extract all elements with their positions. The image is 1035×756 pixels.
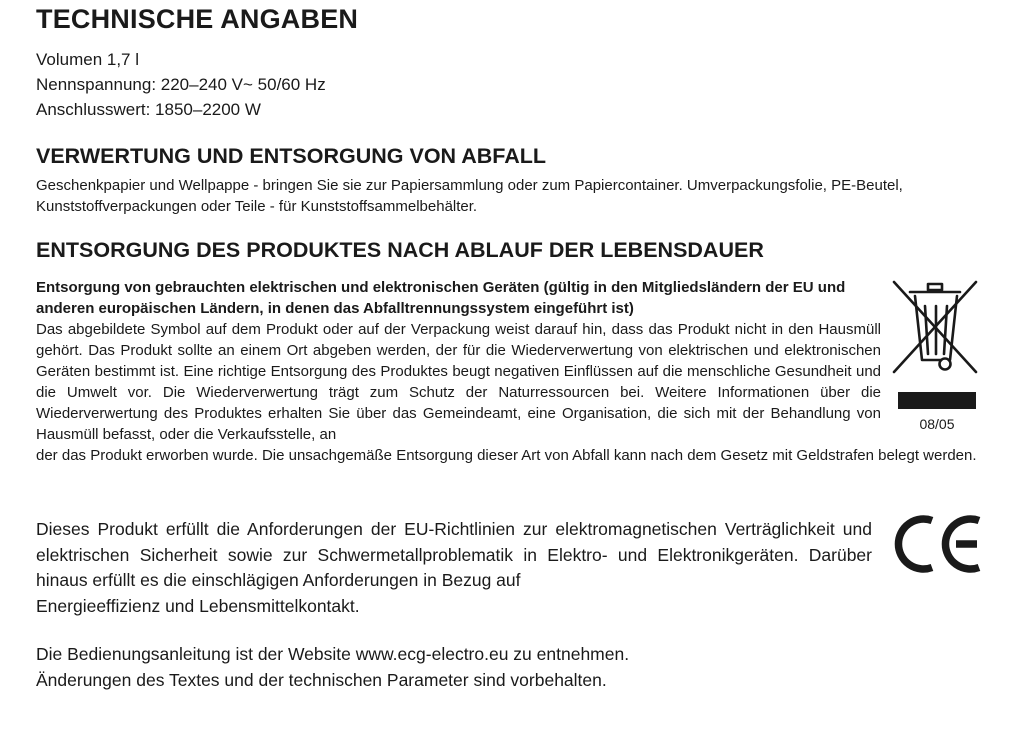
compliance-text-last: Energieeffizienz und Lebensmittelkontakt. xyxy=(36,595,360,616)
spec-volume: Volumen 1,7 l xyxy=(36,50,140,69)
spec-power: Anschlusswert: 1850–2200 W xyxy=(36,100,261,119)
disposal-title: ENTSORGUNG DES PRODUKTES NACH ABLAUF DER LEBENSDAUER xyxy=(36,238,764,262)
footer-notes xyxy=(36,642,629,693)
waste-title: VERWERTUNG UND ENTSORGUNG VON ABFALL xyxy=(36,144,547,168)
spec-voltage: Nennspannung: 220–240 V~ 50/60 Hz xyxy=(36,75,326,94)
footer-manual-note: Die Bedienungsanleitung ist der Website www.ecg-electro.eu zu entnehmen. xyxy=(36,644,630,664)
weee-underline-bar xyxy=(898,392,976,409)
disposal-body-main: Das abgebildete Symbol auf dem Produkt oder auf der Verpackung weist darauf hin, dass das Produkt nicht in den Hausmüll gehört. Das Produkt sollte an einem Ort abgeben werden, der für die Wiederverwertung von elektrischen und elektronischen Geräten bestimmt ist. Eine richtige Entsorgung des Produktes beugt negativen Einflüssen auf die menschliche Gesundheit und die Umwelt vor. Die Wiederverwertung trägt zum Schutz der Naturressourcen bei. Weitere Informationen über die Wiederverwertung des Produktes erhalten Sie über das Gemeindeamt, eine Organisation, die sich mit der Behandlung von Hausmüll befasst, oder die Verkaufsstelle, an xyxy=(36,321,881,443)
disposal-bold-intro: Entsorgung von gebrauchten elektrischen und elektronischen Geräten (gültig in den Mitgliedsländern der EU und anderen europäischen Ländern, in denen das Abfalltrennungssystem eingeführt ist) xyxy=(36,279,846,317)
waste-text: Geschenkpapier und Wellpappe - bringen Sie sie zur Papiersammlung oder zum Papiercontainer. Umverpackungsfolie, PE-Beutel, Kunststoffverpackungen oder Teile - für Kunststoffsammelbehälter. xyxy=(36,177,903,215)
compliance-text xyxy=(36,517,872,619)
compliance-text-main: Dieses Produkt erfüllt die Anforderungen der EU-Richtlinien zur elektromagnetischen Verträglichkeit und elektrischen Sicherheit sowie zur Schwermetallproblematik in Elektro- und Elektronikgeräten. Darüber hinaus erfüllt es die einschlägigen Anforderungen in Bezug auf xyxy=(36,519,872,590)
weee-date: 08/05 xyxy=(919,416,955,432)
disposal-body-tail: der das Produkt erworben wurde. Die unsachgemäße Entsorgung dieser Art von Abfall kann nach dem Gesetz mit Geldstrafen belegt werden. xyxy=(36,447,977,464)
technical-data-title: TECHNISCHE ANGABEN xyxy=(36,4,359,34)
technical-specs xyxy=(36,47,326,122)
disposal-body xyxy=(36,319,984,466)
crossed-out-wheelie-bin-icon xyxy=(888,276,982,376)
footer-change-note: Änderungen des Textes und der technischen Parameter sind vorbehalten. xyxy=(36,669,607,690)
ce-mark-icon xyxy=(893,512,983,576)
